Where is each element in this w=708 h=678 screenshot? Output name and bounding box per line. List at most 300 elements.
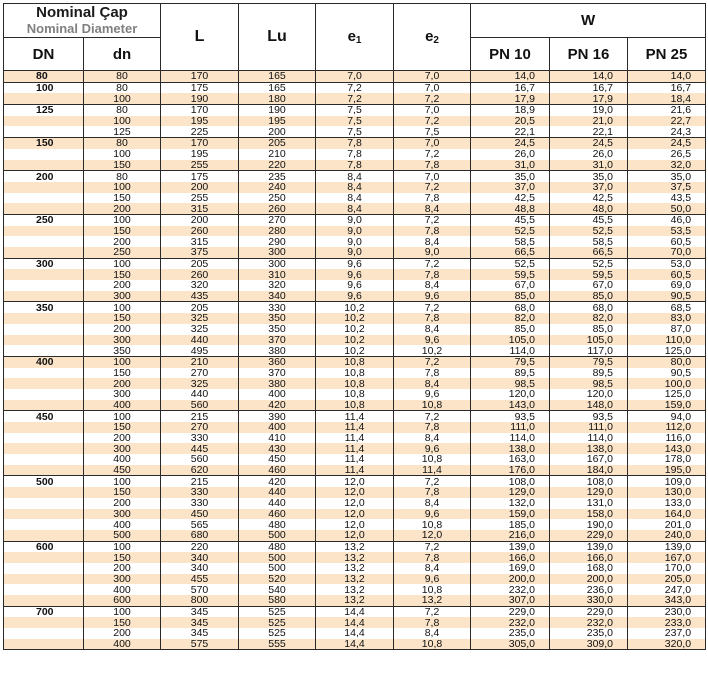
table-row <box>4 93 706 104</box>
cell-w-pn10: 66,5 <box>471 247 550 258</box>
table-row <box>4 280 706 291</box>
cell-dn-small: 100 <box>84 149 161 160</box>
cell-dn: 250 <box>4 214 84 225</box>
dimensions-table-wrapper <box>3 3 706 650</box>
cell-w-pn25: 237,0 <box>628 628 706 639</box>
cell-dn <box>4 149 84 160</box>
table-row <box>4 487 706 498</box>
cell-l: 495 <box>161 345 239 356</box>
cell-l: 345 <box>161 628 239 639</box>
table-row <box>4 302 706 313</box>
cell-w-pn10: 14,0 <box>471 71 550 83</box>
cell-w-pn16: 22,1 <box>550 126 628 137</box>
cell-w-pn10: 16,7 <box>471 82 550 93</box>
cell-w-pn10: 169,0 <box>471 563 550 574</box>
cell-w-pn25: 68,5 <box>628 302 706 313</box>
cell-dn-small: 150 <box>84 313 161 324</box>
cell-e2: 10,8 <box>394 400 471 411</box>
cell-e1: 7,0 <box>316 71 394 83</box>
cell-w-pn16: 42,5 <box>550 193 628 204</box>
table-row <box>4 226 706 237</box>
cell-dn-small: 100 <box>84 182 161 193</box>
cell-w-pn10: 229,0 <box>471 606 550 617</box>
cell-e2: 12,0 <box>394 530 471 541</box>
table-row <box>4 584 706 595</box>
cell-e2: 7,8 <box>394 422 471 433</box>
cell-w-pn10: 45,5 <box>471 214 550 225</box>
cell-e2: 7,0 <box>394 105 471 116</box>
cell-e1: 11,4 <box>316 433 394 444</box>
cell-dn-small: 400 <box>84 584 161 595</box>
cell-dn <box>4 378 84 389</box>
cell-e2: 8,4 <box>394 324 471 335</box>
cell-dn <box>4 193 84 204</box>
cell-l: 440 <box>161 389 239 400</box>
table-row <box>4 389 706 400</box>
cell-l: 620 <box>161 465 239 476</box>
cell-lu: 525 <box>239 628 316 639</box>
table-row <box>4 541 706 552</box>
cell-w-pn16: 236,0 <box>550 584 628 595</box>
cell-dn <box>4 519 84 530</box>
cell-e1: 13,2 <box>316 563 394 574</box>
cell-w-pn25: 125,0 <box>628 345 706 356</box>
header-l: L <box>161 4 239 71</box>
cell-e1: 8,4 <box>316 171 394 182</box>
cell-w-pn16: 79,5 <box>550 356 628 367</box>
cell-dn-small: 200 <box>84 498 161 509</box>
cell-w-pn25: 195,0 <box>628 465 706 476</box>
cell-dn-small: 200 <box>84 324 161 335</box>
cell-w-pn10: 105,0 <box>471 335 550 346</box>
cell-w-pn25: 130,0 <box>628 487 706 498</box>
cell-e1: 10,8 <box>316 368 394 379</box>
cell-dn-small: 300 <box>84 574 161 585</box>
table-row <box>4 203 706 214</box>
cell-lu: 210 <box>239 149 316 160</box>
cell-w-pn10: 17,9 <box>471 93 550 104</box>
cell-w-pn16: 26,0 <box>550 149 628 160</box>
cell-w-pn25: 100,0 <box>628 378 706 389</box>
cell-e2: 10,8 <box>394 639 471 650</box>
cell-w-pn25: 43,5 <box>628 193 706 204</box>
cell-dn-small: 300 <box>84 443 161 454</box>
table-row <box>4 400 706 411</box>
cell-e1: 12,0 <box>316 487 394 498</box>
cell-w-pn16: 120,0 <box>550 389 628 400</box>
cell-l: 330 <box>161 487 239 498</box>
cell-l: 175 <box>161 82 239 93</box>
header-e2-base: e <box>425 28 434 45</box>
cell-w-pn25: 143,0 <box>628 443 706 454</box>
table-row <box>4 509 706 520</box>
cell-w-pn10: 26,0 <box>471 149 550 160</box>
cell-dn: 125 <box>4 105 84 116</box>
cell-lu: 380 <box>239 345 316 356</box>
cell-lu: 420 <box>239 400 316 411</box>
cell-dn <box>4 389 84 400</box>
cell-e1: 14,4 <box>316 628 394 639</box>
cell-w-pn25: 125,0 <box>628 389 706 400</box>
cell-w-pn10: 79,5 <box>471 356 550 367</box>
cell-e2: 10,8 <box>394 519 471 530</box>
cell-e2: 10,2 <box>394 345 471 356</box>
cell-dn <box>4 509 84 520</box>
cell-lu: 360 <box>239 356 316 367</box>
cell-lu: 520 <box>239 574 316 585</box>
cell-e1: 13,2 <box>316 552 394 563</box>
cell-e2: 7,0 <box>394 138 471 149</box>
cell-w-pn25: 201,0 <box>628 519 706 530</box>
cell-lu: 420 <box>239 476 316 487</box>
cell-lu: 440 <box>239 498 316 509</box>
table-row <box>4 160 706 171</box>
cell-lu: 195 <box>239 116 316 127</box>
cell-l: 320 <box>161 280 239 291</box>
cell-l: 375 <box>161 247 239 258</box>
cell-w-pn16: 167,0 <box>550 454 628 465</box>
header-dn-small: dn <box>84 38 161 71</box>
cell-e2: 7,8 <box>394 160 471 171</box>
cell-l: 440 <box>161 335 239 346</box>
cell-e1: 7,5 <box>316 105 394 116</box>
cell-w-pn25: 133,0 <box>628 498 706 509</box>
cell-l: 205 <box>161 258 239 269</box>
cell-dn-small: 100 <box>84 214 161 225</box>
cell-dn <box>4 400 84 411</box>
cell-w-pn25: 90,5 <box>628 368 706 379</box>
cell-l: 560 <box>161 400 239 411</box>
cell-dn-small: 500 <box>84 530 161 541</box>
cell-w-pn25: 46,0 <box>628 214 706 225</box>
cell-w-pn25: 32,0 <box>628 160 706 171</box>
cell-lu: 330 <box>239 302 316 313</box>
cell-dn-small: 450 <box>84 465 161 476</box>
cell-w-pn25: 94,0 <box>628 411 706 422</box>
cell-dn-small: 100 <box>84 476 161 487</box>
cell-e2: 7,2 <box>394 93 471 104</box>
table-row <box>4 552 706 563</box>
cell-w-pn16: 148,0 <box>550 400 628 411</box>
cell-e1: 11,4 <box>316 465 394 476</box>
table-row <box>4 126 706 137</box>
cell-dn-small: 150 <box>84 269 161 280</box>
cell-w-pn10: 42,5 <box>471 193 550 204</box>
cell-w-pn25: 110,0 <box>628 335 706 346</box>
cell-dn-small: 600 <box>84 595 161 606</box>
cell-e2: 8,4 <box>394 280 471 291</box>
cell-l: 225 <box>161 126 239 137</box>
cell-w-pn16: 158,0 <box>550 509 628 520</box>
cell-w-pn16: 85,0 <box>550 291 628 302</box>
table-row <box>4 563 706 574</box>
cell-lu: 300 <box>239 247 316 258</box>
cell-l: 255 <box>161 193 239 204</box>
cell-w-pn16: 67,0 <box>550 280 628 291</box>
cell-w-pn25: 230,0 <box>628 606 706 617</box>
table-row <box>4 433 706 444</box>
cell-e2: 7,8 <box>394 487 471 498</box>
cell-w-pn10: 216,0 <box>471 530 550 541</box>
cell-e1: 8,4 <box>316 203 394 214</box>
cell-w-pn16: 168,0 <box>550 563 628 574</box>
cell-lu: 320 <box>239 280 316 291</box>
cell-w-pn10: 58,5 <box>471 236 550 247</box>
cell-lu: 390 <box>239 411 316 422</box>
cell-lu: 500 <box>239 530 316 541</box>
cell-dn <box>4 93 84 104</box>
table-row <box>4 519 706 530</box>
cell-e2: 7,8 <box>394 368 471 379</box>
cell-dn <box>4 595 84 606</box>
cell-e1: 10,8 <box>316 356 394 367</box>
cell-lu: 380 <box>239 378 316 389</box>
cell-e1: 10,2 <box>316 302 394 313</box>
cell-l: 325 <box>161 378 239 389</box>
table-row <box>4 116 706 127</box>
cell-e2: 7,0 <box>394 71 471 83</box>
table-row <box>4 411 706 422</box>
cell-w-pn16: 184,0 <box>550 465 628 476</box>
table-row <box>4 345 706 356</box>
cell-lu: 205 <box>239 138 316 149</box>
cell-w-pn16: 59,5 <box>550 269 628 280</box>
cell-l: 195 <box>161 149 239 160</box>
cell-l: 450 <box>161 509 239 520</box>
cell-w-pn16: 166,0 <box>550 552 628 563</box>
cell-dn <box>4 269 84 280</box>
cell-l: 205 <box>161 302 239 313</box>
cell-w-pn16: 105,0 <box>550 335 628 346</box>
cell-w-pn10: 232,0 <box>471 617 550 628</box>
cell-lu: 290 <box>239 236 316 247</box>
cell-e2: 9,6 <box>394 443 471 454</box>
cell-lu: 370 <box>239 368 316 379</box>
cell-w-pn10: 132,0 <box>471 498 550 509</box>
cell-e1: 12,0 <box>316 498 394 509</box>
cell-dn <box>4 454 84 465</box>
cell-w-pn25: 167,0 <box>628 552 706 563</box>
cell-w-pn25: 21,6 <box>628 105 706 116</box>
cell-dn <box>4 126 84 137</box>
cell-e2: 7,2 <box>394 356 471 367</box>
cell-w-pn25: 233,0 <box>628 617 706 628</box>
cell-w-pn10: 59,5 <box>471 269 550 280</box>
header-w: W <box>471 4 706 38</box>
cell-dn <box>4 422 84 433</box>
cell-dn-small: 150 <box>84 487 161 498</box>
cell-e1: 9,6 <box>316 258 394 269</box>
cell-dn <box>4 487 84 498</box>
cell-dn-small: 100 <box>84 93 161 104</box>
cell-dn: 600 <box>4 541 84 552</box>
cell-w-pn25: 109,0 <box>628 476 706 487</box>
cell-w-pn10: 89,5 <box>471 368 550 379</box>
table-row <box>4 193 706 204</box>
cell-lu: 400 <box>239 389 316 400</box>
cell-dn-small: 100 <box>84 116 161 127</box>
cell-e2: 10,8 <box>394 584 471 595</box>
cell-lu: 240 <box>239 182 316 193</box>
cell-e1: 9,0 <box>316 247 394 258</box>
cell-w-pn10: 120,0 <box>471 389 550 400</box>
cell-w-pn10: 24,5 <box>471 138 550 149</box>
cell-w-pn16: 85,0 <box>550 324 628 335</box>
cell-dn <box>4 280 84 291</box>
cell-w-pn10: 163,0 <box>471 454 550 465</box>
cell-e1: 14,4 <box>316 617 394 628</box>
cell-w-pn16: 31,0 <box>550 160 628 171</box>
cell-w-pn16: 52,5 <box>550 258 628 269</box>
cell-e1: 12,0 <box>316 519 394 530</box>
cell-dn <box>4 628 84 639</box>
table-row <box>4 105 706 116</box>
cell-w-pn10: 111,0 <box>471 422 550 433</box>
cell-e2: 8,4 <box>394 203 471 214</box>
cell-e1: 7,2 <box>316 82 394 93</box>
cell-w-pn16: 138,0 <box>550 443 628 454</box>
cell-dn <box>4 563 84 574</box>
cell-w-pn25: 240,0 <box>628 530 706 541</box>
cell-dn-small: 100 <box>84 356 161 367</box>
cell-w-pn10: 176,0 <box>471 465 550 476</box>
cell-l: 325 <box>161 324 239 335</box>
cell-l: 800 <box>161 595 239 606</box>
cell-w-pn25: 112,0 <box>628 422 706 433</box>
cell-w-pn16: 232,0 <box>550 617 628 628</box>
cell-w-pn10: 48,8 <box>471 203 550 214</box>
table-row <box>4 476 706 487</box>
cell-e1: 10,2 <box>316 324 394 335</box>
table-row <box>4 454 706 465</box>
cell-e1: 9,0 <box>316 226 394 237</box>
cell-e2: 8,4 <box>394 628 471 639</box>
cell-l: 210 <box>161 356 239 367</box>
cell-w-pn16: 229,0 <box>550 530 628 541</box>
cell-lu: 525 <box>239 606 316 617</box>
cell-dn-small: 125 <box>84 126 161 137</box>
cell-dn-small: 150 <box>84 160 161 171</box>
cell-l: 190 <box>161 93 239 104</box>
cell-lu: 165 <box>239 71 316 83</box>
cell-dn <box>4 584 84 595</box>
table-row <box>4 291 706 302</box>
cell-e2: 9,0 <box>394 247 471 258</box>
cell-lu: 235 <box>239 171 316 182</box>
table-row <box>4 465 706 476</box>
cell-w-pn25: 50,0 <box>628 203 706 214</box>
cell-l: 345 <box>161 617 239 628</box>
cell-w-pn25: 53,5 <box>628 226 706 237</box>
table-row <box>4 443 706 454</box>
table-row <box>4 247 706 258</box>
cell-e1: 9,6 <box>316 280 394 291</box>
cell-e2: 7,2 <box>394 214 471 225</box>
cell-w-pn25: 320,0 <box>628 639 706 650</box>
cell-w-pn10: 143,0 <box>471 400 550 411</box>
cell-dn-small: 80 <box>84 171 161 182</box>
cell-w-pn25: 139,0 <box>628 541 706 552</box>
cell-w-pn25: 205,0 <box>628 574 706 585</box>
cell-l: 340 <box>161 563 239 574</box>
cell-l: 260 <box>161 269 239 280</box>
cell-l: 565 <box>161 519 239 530</box>
cell-e2: 7,8 <box>394 313 471 324</box>
cell-l: 215 <box>161 476 239 487</box>
table-row <box>4 378 706 389</box>
cell-w-pn10: 235,0 <box>471 628 550 639</box>
cell-w-pn16: 129,0 <box>550 487 628 498</box>
cell-l: 200 <box>161 214 239 225</box>
cell-w-pn16: 45,5 <box>550 214 628 225</box>
cell-w-pn10: 52,5 <box>471 258 550 269</box>
cell-dn-small: 200 <box>84 433 161 444</box>
cell-lu: 370 <box>239 335 316 346</box>
table-row <box>4 498 706 509</box>
cell-l: 170 <box>161 105 239 116</box>
cell-dn-small: 150 <box>84 422 161 433</box>
cell-dn <box>4 552 84 563</box>
cell-dn-small: 300 <box>84 509 161 520</box>
cell-e2: 7,8 <box>394 552 471 563</box>
cell-dn-small: 400 <box>84 454 161 465</box>
cell-e1: 10,8 <box>316 389 394 400</box>
table-row <box>4 171 706 182</box>
table-row <box>4 313 706 324</box>
cell-dn-small: 200 <box>84 378 161 389</box>
cell-dn-small: 100 <box>84 302 161 313</box>
cell-dn <box>4 617 84 628</box>
cell-dn: 200 <box>4 171 84 182</box>
cell-w-pn10: 85,0 <box>471 291 550 302</box>
cell-e2: 10,8 <box>394 454 471 465</box>
cell-w-pn10: 52,5 <box>471 226 550 237</box>
table-row <box>4 422 706 433</box>
cell-w-pn25: 159,0 <box>628 400 706 411</box>
cell-lu: 300 <box>239 258 316 269</box>
cell-l: 330 <box>161 498 239 509</box>
cell-dn <box>4 368 84 379</box>
nominal-diameter-header <box>4 4 161 38</box>
cell-e1: 7,8 <box>316 160 394 171</box>
cell-w-pn25: 14,0 <box>628 71 706 83</box>
cell-w-pn16: 19,0 <box>550 105 628 116</box>
cell-w-pn25: 70,0 <box>628 247 706 258</box>
cell-w-pn25: 69,0 <box>628 280 706 291</box>
dimensions-table <box>3 3 706 650</box>
cell-e1: 8,4 <box>316 193 394 204</box>
cell-lu: 450 <box>239 454 316 465</box>
cell-dn <box>4 433 84 444</box>
cell-dn: 400 <box>4 356 84 367</box>
cell-w-pn25: 343,0 <box>628 595 706 606</box>
cell-e2: 7,2 <box>394 258 471 269</box>
cell-e2: 8,4 <box>394 433 471 444</box>
cell-lu: 200 <box>239 126 316 137</box>
cell-dn-small: 350 <box>84 345 161 356</box>
cell-w-pn10: 108,0 <box>471 476 550 487</box>
cell-w-pn25: 90,5 <box>628 291 706 302</box>
cell-dn <box>4 498 84 509</box>
cell-e2: 11,4 <box>394 465 471 476</box>
cell-w-pn16: 200,0 <box>550 574 628 585</box>
cell-w-pn16: 117,0 <box>550 345 628 356</box>
cell-l: 195 <box>161 116 239 127</box>
cell-e2: 7,2 <box>394 302 471 313</box>
cell-e1: 13,2 <box>316 595 394 606</box>
cell-w-pn16: 108,0 <box>550 476 628 487</box>
cell-lu: 350 <box>239 324 316 335</box>
